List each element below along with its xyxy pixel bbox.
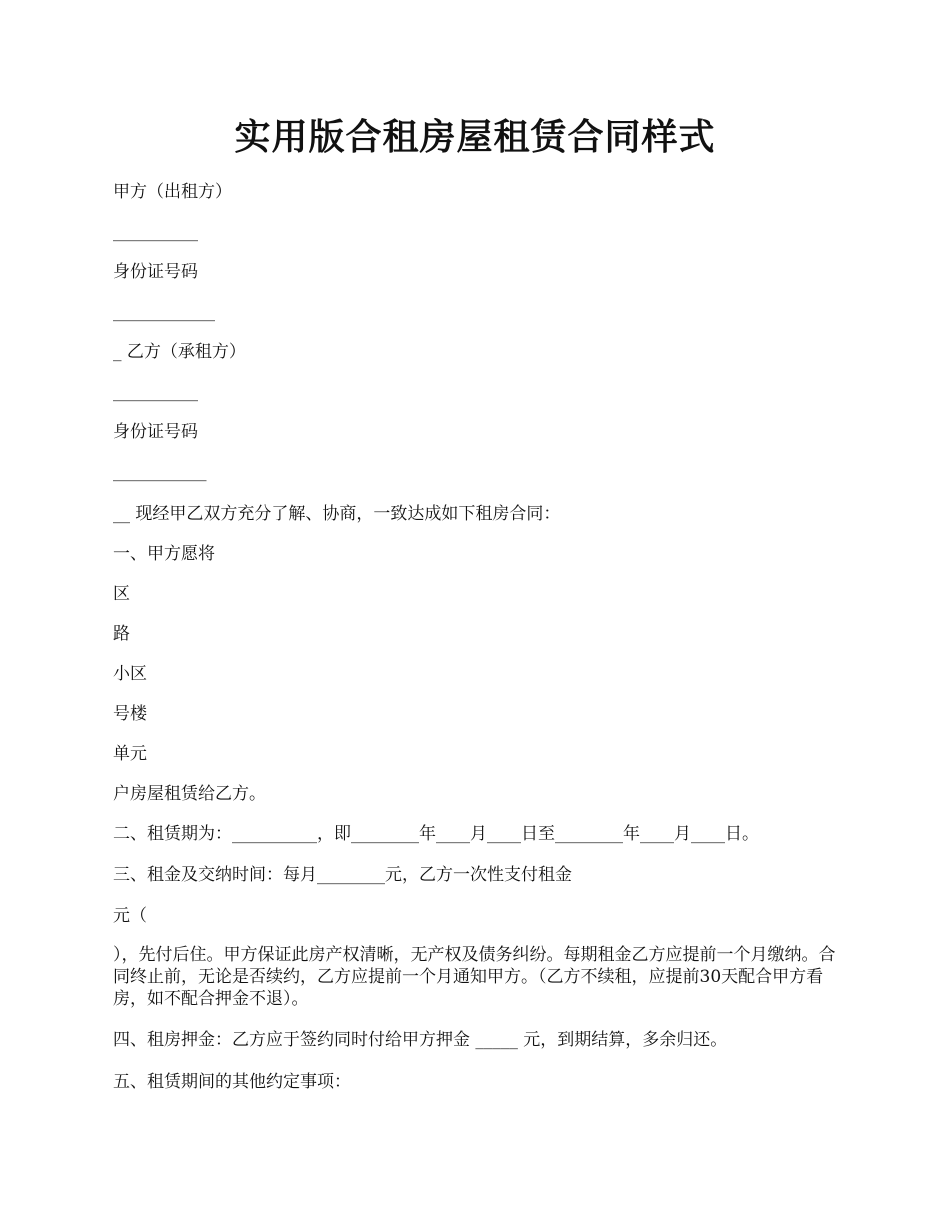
clause-3-details: ），先付后住。甲方保证此房产权清晰，无产权及债务纠纷。每期租金乙方应提前一个月缴纳。合同终止前，无论是否续约，乙方应提前一个月通知甲方。（乙方不续租，应提前30天配合甲方看房，如不配合押金不退）。 (113, 945, 836, 1009)
party-b-id-blank: ___________ (113, 462, 207, 482)
clause-1-heading: 一、甲方愿将 (113, 544, 215, 564)
agreement-intro: __ 现经甲乙双方充分了解、协商，一致达成如下租房合同： (113, 504, 561, 524)
clause-1-building: 号楼 (113, 704, 147, 724)
clause-1-road: 路 (113, 624, 130, 644)
party-a-label: 甲方（出租方） (113, 182, 232, 202)
clause-1-end: 户房屋租赁给乙方。 (113, 784, 266, 804)
party-b-id-label: 身份证号码 (113, 422, 198, 442)
clause-3-amount: 元（ (113, 906, 147, 926)
clause-2-term: 二、租赁期为：__________，即________年____月____日至________年____月____日。 (113, 824, 759, 844)
party-b-label: _ 乙方（承租方） (113, 342, 246, 362)
clause-4-deposit: 四、租房押金：乙方应于签约同时付给甲方押金 _____ 元，到期结算，多余归还。 (113, 1030, 728, 1050)
party-a-id-blank: ____________ (113, 302, 215, 322)
party-a-id-label: 身份证号码 (113, 262, 198, 282)
party-a-blank: __________ (113, 222, 198, 242)
party-b-blank: __________ (113, 382, 198, 402)
clause-1-unit: 单元 (113, 744, 147, 764)
clause-1-community: 小区 (113, 664, 147, 684)
document-title: 实用版合租房屋租赁合同样式 (234, 116, 716, 158)
clause-3-rent: 三、租金及交纳时间：每月________元，乙方一次性支付租金 (113, 865, 572, 885)
clause-1-district: 区 (113, 584, 130, 604)
clause-5-heading: 五、租赁期间的其他约定事项： (113, 1072, 351, 1092)
